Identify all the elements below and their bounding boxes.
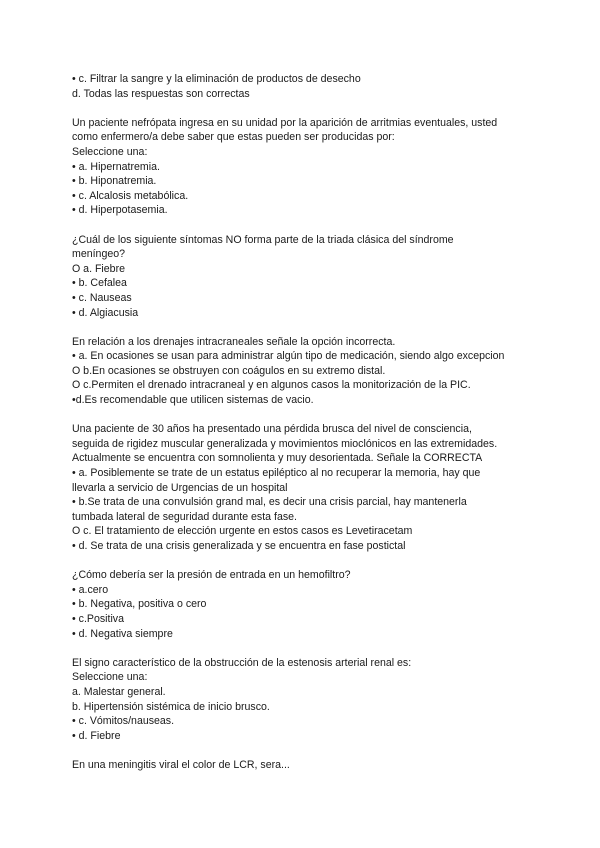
answer-option: • a. Hipernatremia. [72, 160, 160, 173]
paragraph-gap [72, 320, 572, 335]
question-block [72, 422, 572, 553]
question-text: Un paciente nefrópata ingresa en su unidad por la aparición de arritmias eventuales, usted [72, 116, 498, 129]
question-block [72, 656, 572, 744]
answer-option: •d.Es recomendable que utilicen sistemas de vacio. [72, 394, 314, 407]
paragraph-gap [72, 101, 572, 116]
select-prompt: Seleccione una: [72, 145, 148, 158]
answer-option: d. Todas las respuestas son correctas [72, 87, 250, 100]
question-text: seguida de rigidez muscular generalizada y movimientos mioclónicos en las extremidades. [72, 437, 498, 450]
answer-option: • a. Posiblemente se trate de un estatus epiléptico al no recuperar la memoria, hay que [72, 467, 481, 480]
answer-option: • a. En ocasiones se usan para administrar algún tipo de medicación, siendo algo excepcion [72, 350, 505, 363]
answer-option: O a. Fiebre [72, 262, 125, 275]
question-block [72, 233, 572, 321]
question-block [72, 758, 572, 773]
question-text: meníngeo? [72, 248, 126, 261]
answer-option: • d. Algiacusia [72, 306, 139, 319]
question-block [72, 335, 572, 408]
answer-option: O c.Permiten el drenado intracraneal y en algunos casos la monitorización de la PIC. [72, 379, 471, 392]
paragraph-gap [72, 218, 572, 233]
answer-option: • b. Cefalea [72, 277, 127, 290]
paragraph-gap [72, 408, 572, 423]
answer-option: a. Malestar general. [72, 685, 166, 698]
answer-option: llevarla a servicio de Urgencias de un hospital [72, 481, 288, 494]
question-block [72, 116, 572, 218]
question-text: como enfermero/a debe saber que estas pueden ser producidas por: [72, 131, 395, 144]
answer-option: • a.cero [72, 583, 109, 596]
select-prompt: Seleccione una: [72, 671, 148, 684]
answer-option: • b.Se trata de una convulsión grand mal, es decir una crisis parcial, hay mantenerla [72, 496, 467, 509]
answer-option: • c. Vómitos/nauseas. [72, 715, 175, 728]
answer-option: tumbada lateral de seguridad durante esta fase. [72, 510, 297, 523]
paragraph-gap [72, 641, 572, 656]
answer-option: • d. Fiebre [72, 729, 121, 742]
question-text: ¿Cuál de los siguiente síntomas NO forma parte de la triada clásica del síndrome [72, 233, 454, 246]
answer-option: • c.Positiva [72, 612, 124, 625]
question-text: En relación a los drenajes intracraneales señale la opción incorrecta. [72, 335, 396, 348]
answer-option: • b. Hiponatremia. [72, 175, 157, 188]
question-text: El signo característico de la obstrucción de la estenosis arterial renal es: [72, 656, 412, 669]
question-text: Una paciente de 30 años ha presentado una pérdida brusca del nivel de consciencia, [72, 423, 472, 436]
answer-option: b. Hipertensión sistémica de inicio brusco. [72, 700, 270, 713]
question-text: En una meningitis viral el color de LCR, sera... [72, 758, 290, 771]
answer-option: O b.En ocasiones se obstruyen con coágulos en su extremo distal. [72, 364, 386, 377]
answer-option: • b. Negativa, positiva o cero [72, 598, 207, 611]
paragraph-gap [72, 554, 572, 569]
document-text [72, 72, 572, 773]
paragraph-gap [72, 743, 572, 758]
question-block [72, 72, 572, 101]
answer-option: • d. Se trata de una crisis generalizada y se encuentra en fase postictal [72, 540, 406, 552]
answer-option: • d. Negativa siempre [72, 627, 173, 640]
answer-option: • c. Filtrar la sangre y la eliminación de productos de desecho [72, 73, 361, 85]
answer-option: O c. El tratamiento de elección urgente en estos casos es Levetiracetam [72, 525, 413, 538]
answer-option: • c. Nauseas [72, 291, 132, 304]
answer-option: • d. Hiperpotasemia. [72, 204, 168, 217]
answer-option: • c. Alcalosis metabólica. [72, 189, 189, 202]
question-text: ¿Cómo debería ser la presión de entrada en un hemofiltro? [72, 569, 351, 582]
question-text: Actualmente se encuentra con somnolienta y muy desorientada. Señale la CORRECTA [72, 452, 483, 465]
question-block [72, 568, 572, 641]
